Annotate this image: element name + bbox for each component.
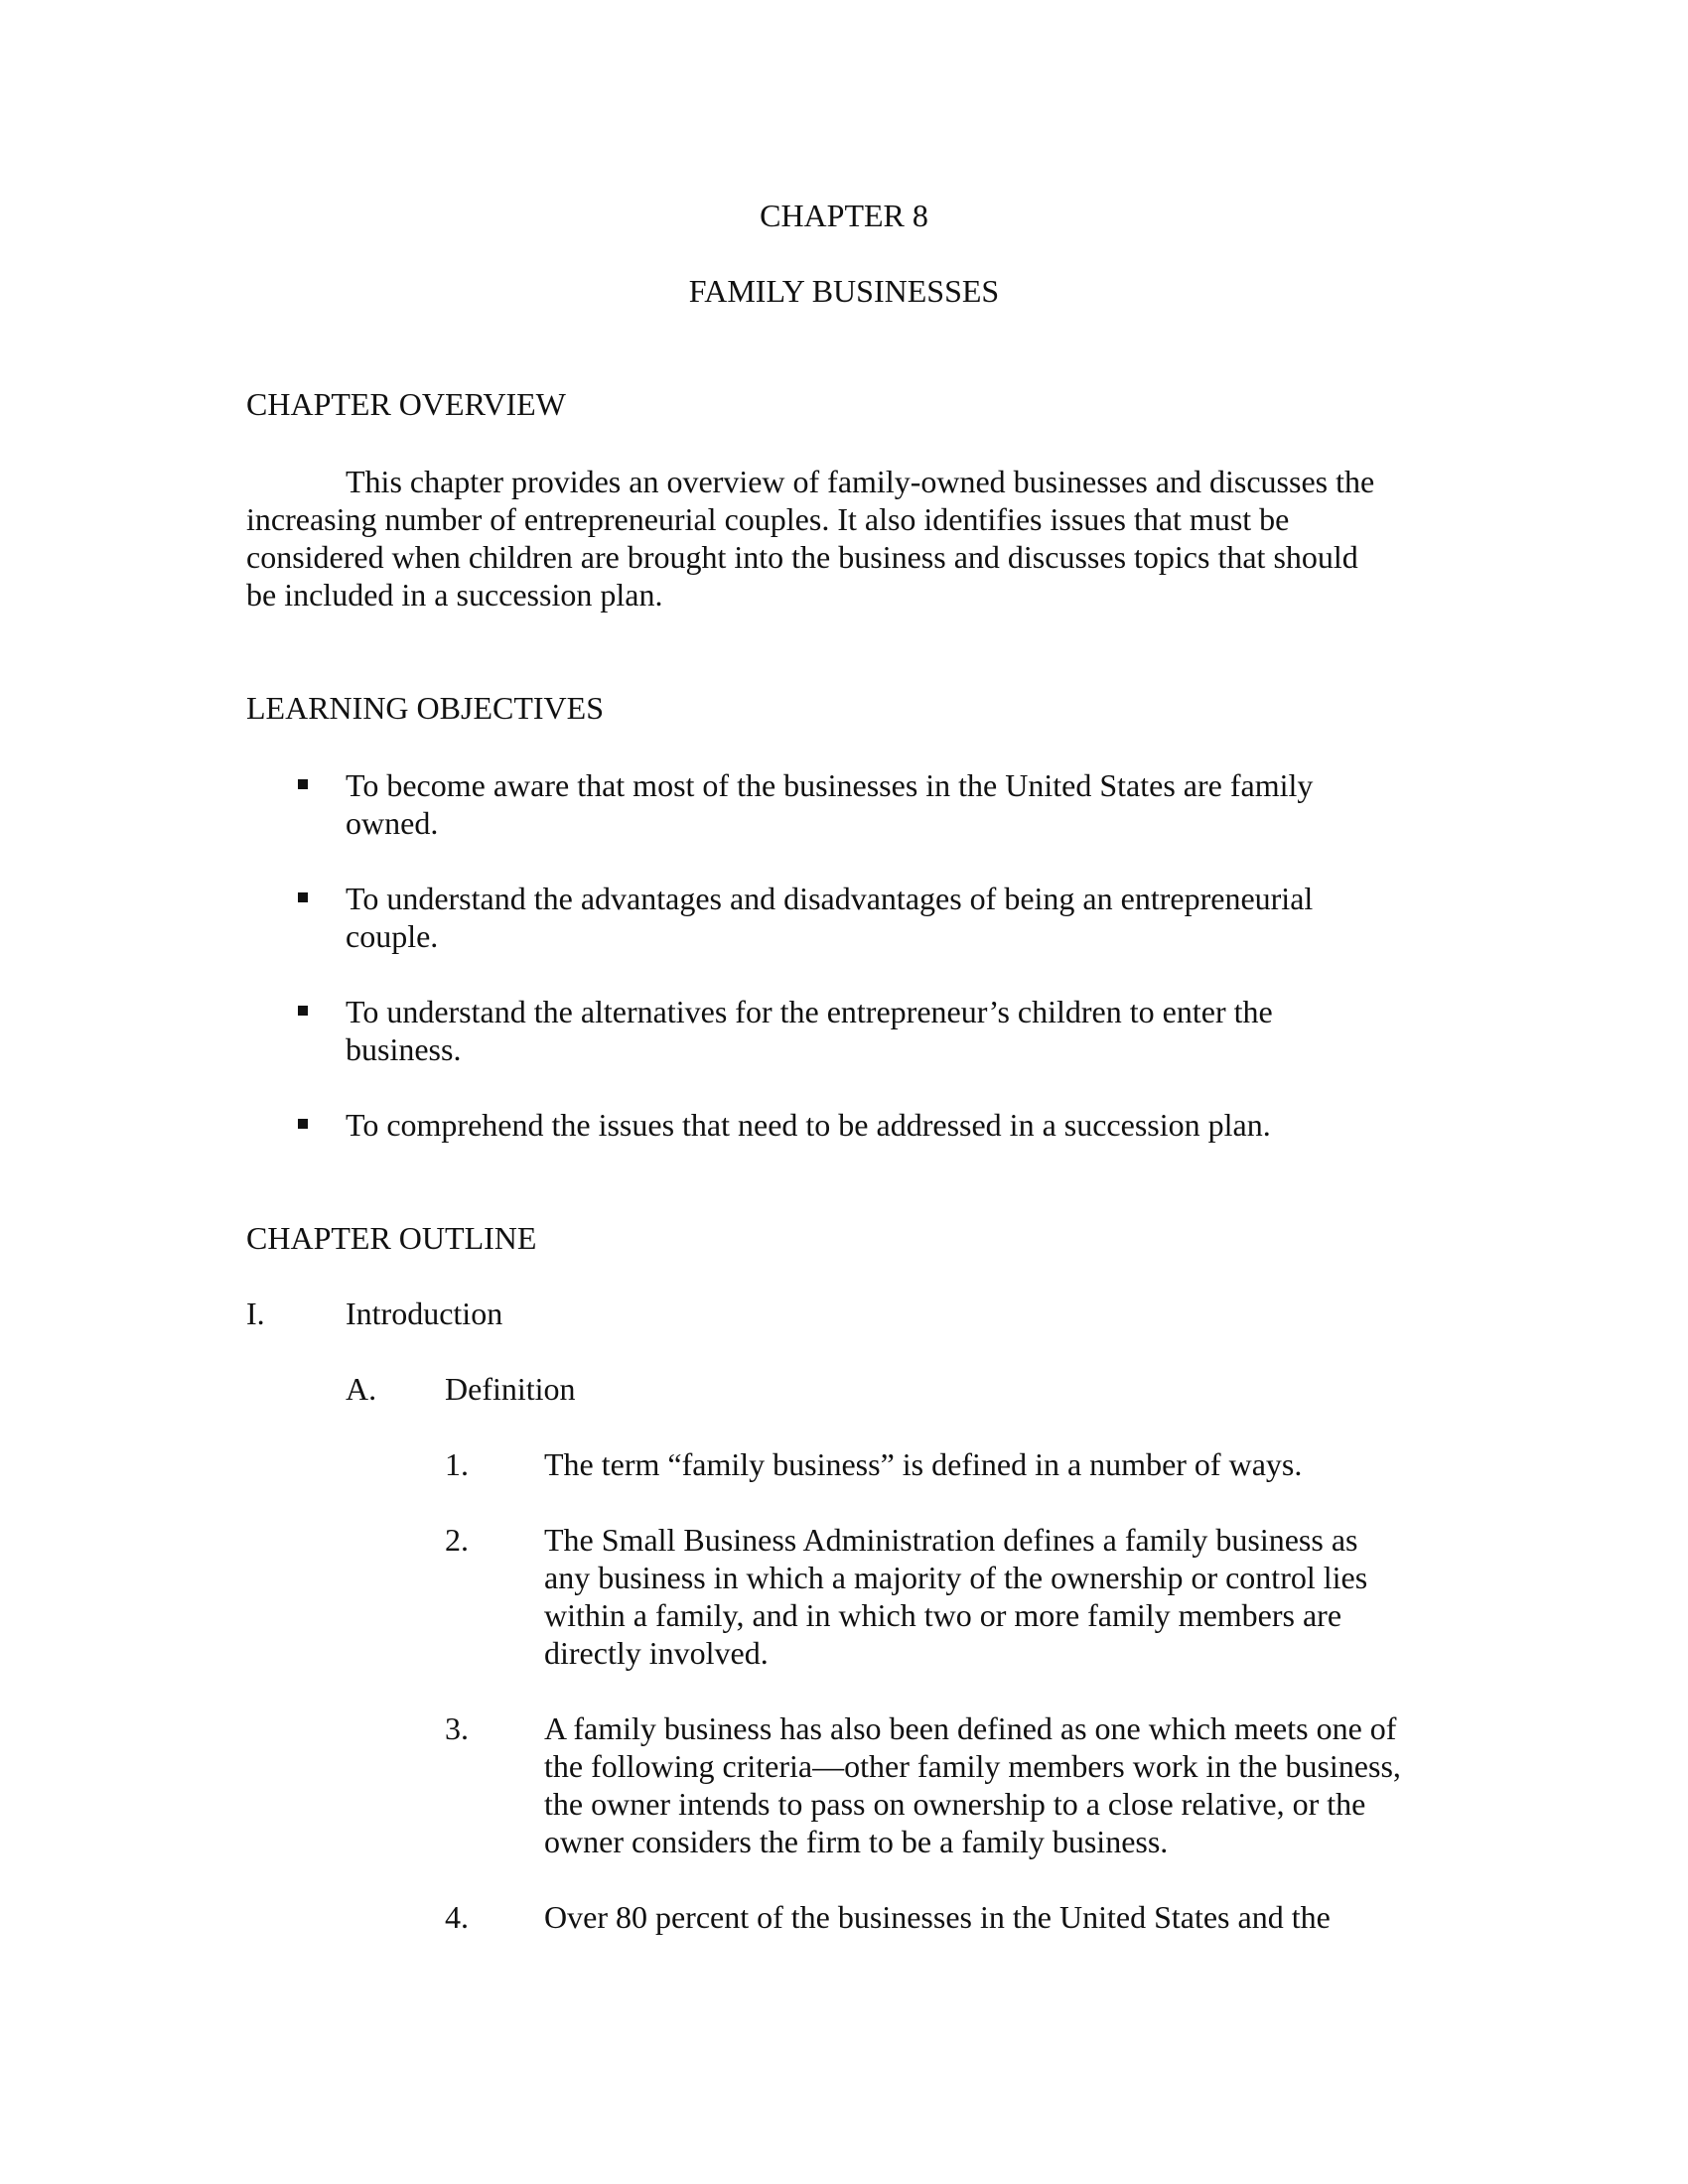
bullet-icon [298, 1006, 308, 1016]
point-line: The term “family business” is defined in a number of ways. [544, 1446, 1303, 1482]
objective-line: To understand the alternatives for the entrepreneur’s children to enter the [346, 994, 1273, 1029]
section-marker: I. [246, 1296, 265, 1331]
point-marker: 3. [445, 1710, 469, 1746]
subsection-marker: A. [346, 1371, 377, 1407]
point-line: directly involved. [544, 1635, 769, 1671]
bullet-icon [298, 1119, 308, 1129]
overview-line: increasing number of entrepreneurial couples. It also identifies issues that must be [246, 501, 1290, 537]
subsection-title: Definition [445, 1371, 576, 1407]
objective-line: business. [346, 1031, 462, 1067]
point-line: The Small Business Administration defines a family business as [544, 1522, 1358, 1558]
chapter-label: CHAPTER 8 [760, 198, 928, 233]
overview-line: considered when children are brought into the business and discusses topics that should [246, 539, 1358, 575]
objectives-heading: LEARNING OBJECTIVES [246, 690, 604, 726]
objective-line: couple. [346, 918, 439, 954]
objective-line: To understand the advantages and disadvantages of being an entrepreneurial [346, 881, 1314, 916]
point-line: within a family, and in which two or more family members are [544, 1597, 1342, 1633]
point-line: the following criteria—other family members work in the business, [544, 1748, 1401, 1784]
point-marker: 4. [445, 1899, 469, 1935]
overview-line: This chapter provides an overview of family-owned businesses and discusses the [346, 464, 1375, 499]
chapter-title: FAMILY BUSINESSES [688, 273, 1000, 309]
objective-line: owned. [346, 805, 439, 841]
point-marker: 2. [445, 1522, 469, 1558]
point-line: any business in which a majority of the ownership or control lies [544, 1560, 1368, 1595]
overview-heading: CHAPTER OVERVIEW [246, 386, 566, 422]
objective-line: To comprehend the issues that need to be addressed in a succession plan. [346, 1107, 1271, 1143]
point-line: the owner intends to pass on ownership to a close relative, or the [544, 1786, 1366, 1822]
objective-line: To become aware that most of the businesses in the United States are family [346, 767, 1314, 803]
bullet-icon [298, 892, 308, 902]
overview-line: be included in a succession plan. [246, 577, 663, 613]
point-marker: 1. [445, 1446, 469, 1482]
point-line: A family business has also been defined as one which meets one of [544, 1710, 1397, 1746]
point-line: owner considers the firm to be a family business. [544, 1824, 1169, 1859]
outline-heading: CHAPTER OUTLINE [246, 1220, 537, 1256]
section-title: Introduction [346, 1296, 503, 1331]
bullet-icon [298, 779, 308, 789]
point-line: Over 80 percent of the businesses in the United States and the [544, 1899, 1331, 1935]
